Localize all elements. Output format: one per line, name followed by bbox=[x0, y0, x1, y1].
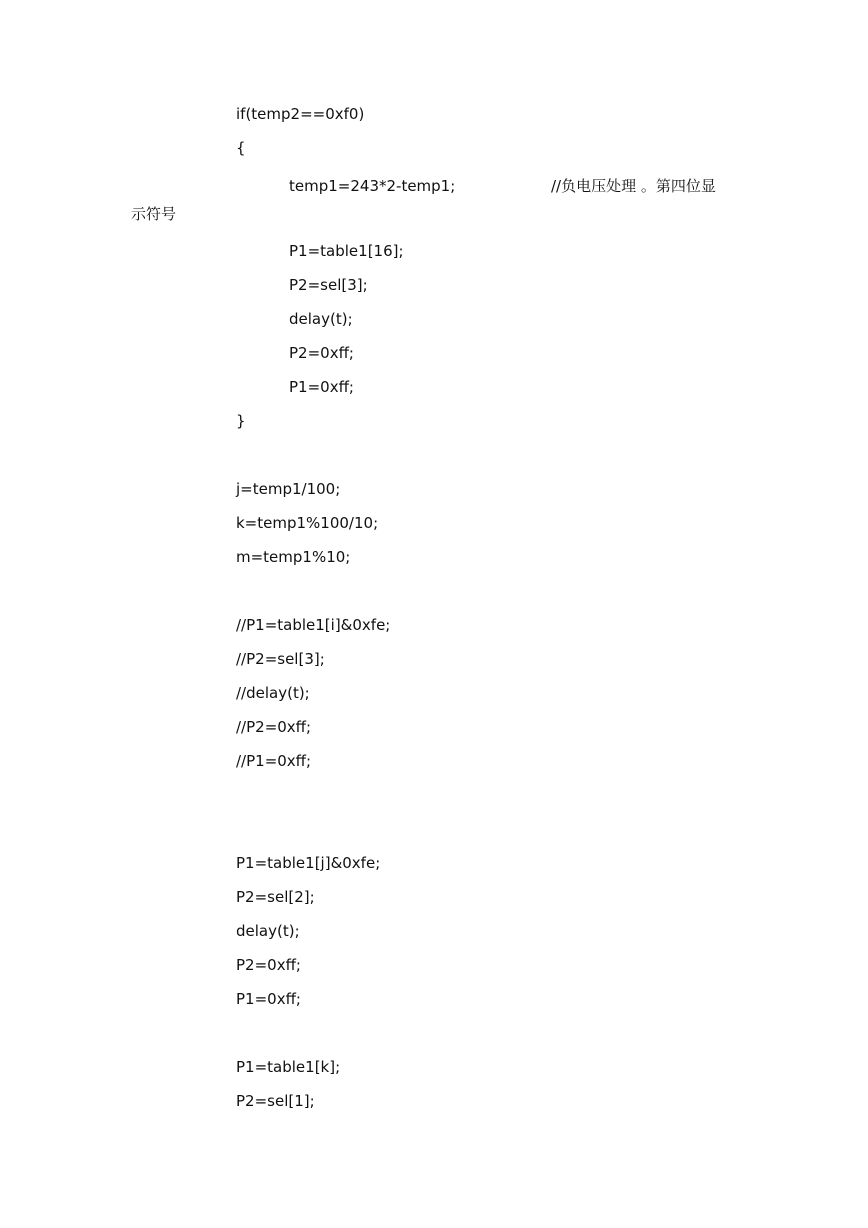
code-line: P1=table1[16]; bbox=[289, 242, 404, 260]
code-line: P1=table1[j]&0xfe; bbox=[236, 854, 381, 872]
code-line: P2=0xff; bbox=[236, 956, 301, 974]
code-line: //delay(t); bbox=[236, 684, 310, 702]
code-line: //P2=sel[3]; bbox=[236, 650, 325, 668]
code-line: P1=0xff; bbox=[236, 990, 301, 1008]
code-line: { bbox=[236, 139, 246, 157]
code-comment-continuation: 示符号 bbox=[131, 205, 177, 223]
code-line: P2=sel[1]; bbox=[236, 1092, 315, 1110]
code-comment: //负电压处理 。第四位显 bbox=[551, 177, 716, 195]
code-line: m=temp1%10; bbox=[236, 548, 351, 566]
code-line: //P2=0xff; bbox=[236, 718, 312, 736]
code-line: j=temp1/100; bbox=[236, 480, 341, 498]
code-line: P1=0xff; bbox=[289, 378, 354, 396]
code-line: delay(t); bbox=[289, 310, 353, 328]
code-line: P2=sel[2]; bbox=[236, 888, 315, 906]
code-line: } bbox=[236, 412, 246, 430]
code-line: P2=0xff; bbox=[289, 344, 354, 362]
code-line: //P1=0xff; bbox=[236, 752, 312, 770]
code-line: if(temp2==0xf0) bbox=[236, 105, 365, 123]
code-line: temp1=243*2-temp1; bbox=[289, 177, 456, 195]
code-line: P1=table1[k]; bbox=[236, 1058, 341, 1076]
code-line: P2=sel[3]; bbox=[289, 276, 368, 294]
code-line: k=temp1%100/10; bbox=[236, 514, 379, 532]
code-line: delay(t); bbox=[236, 922, 300, 940]
code-line: //P1=table1[i]&0xfe; bbox=[236, 616, 391, 634]
